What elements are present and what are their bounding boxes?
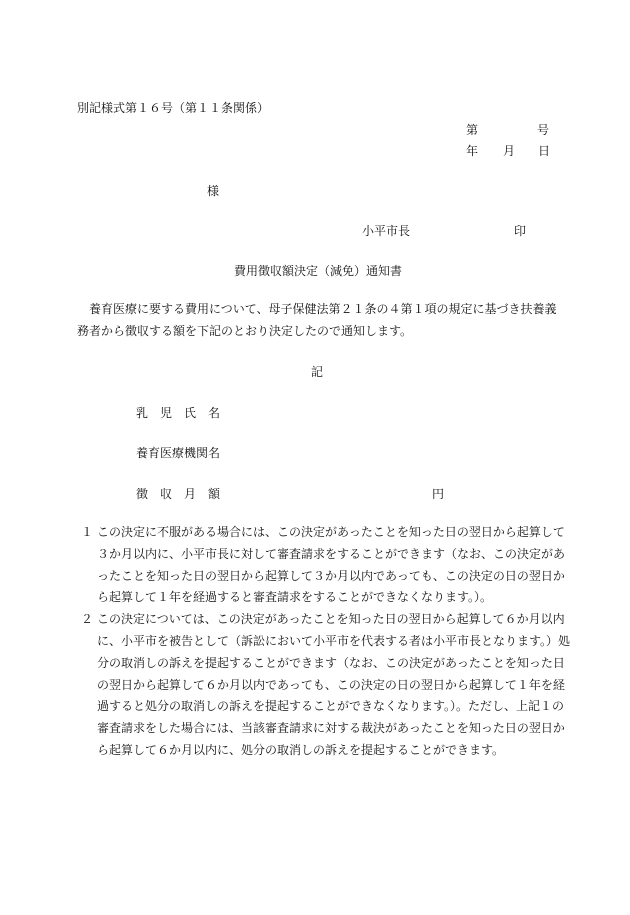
note-number: ２: [81, 612, 94, 627]
ki-heading: 記: [311, 365, 324, 379]
issuer-title: 小平市長: [362, 224, 411, 238]
issuer-seal: 印: [514, 224, 527, 238]
form-number: 別記様式第１６号（第１１条関係）: [77, 101, 270, 115]
note-item: [77, 522, 572, 609]
doc-number-prefix: 第: [466, 123, 479, 137]
date-month: 月: [503, 144, 516, 158]
date-year: 年: [466, 144, 479, 158]
document-title: 費用徴収額決定（減免）通知書: [234, 264, 403, 278]
field-monthly-amount-label: 徴 収 月 額: [136, 487, 221, 501]
field-institution-label: 養育医療機関名: [136, 446, 221, 460]
note-item: [77, 609, 572, 762]
yen-unit: 円: [432, 487, 445, 501]
note-text: この決定に不服がある場合には、この決定があったことを知った日の翌日から起算して３か月以内に、小平市長に対して審査請求をすることができます（なお、この決定があったことを知った日の翌日から起算して３か月以内であっても、この決定の日の翌日から起算して１年を経過すると審査請求をすることができなくなります。）。: [97, 525, 566, 605]
body-paragraph: 養育医療に要する費用について、母子保健法第２１条の４第１項の規定に基づき扶養義務者から徴収する額を下記のとおり決定したので通知します。: [77, 302, 557, 338]
addressee-honorific: 様: [207, 184, 220, 198]
field-infant-name-label: 乳 児 氏 名: [136, 406, 221, 420]
doc-number-suffix: 号: [537, 123, 550, 137]
date-day: 日: [538, 144, 551, 158]
note-text: この決定については、この決定があったことを知った日の翌日から起算して６か月以内に、小平市を被告として（訴訟において小平市を代表する者は小平市長となります。）処分の取消しの訴えを提起することができます（なお、この決定があったことを知った日の翌日から起算して６か月以内であっても、この決定の日の翌日から起算して１年を経過すると処分の取消しの訴えを提起することができなくなります。）。ただし、上記１の審査請求をした場合には、当該審査請求に対する裁決があったことを知った日の翌日から起算して６か月以内に、処分の取消しの訴えを提起することができます。: [97, 612, 571, 757]
note-number: １: [81, 525, 94, 539]
notes-list: [77, 522, 572, 762]
